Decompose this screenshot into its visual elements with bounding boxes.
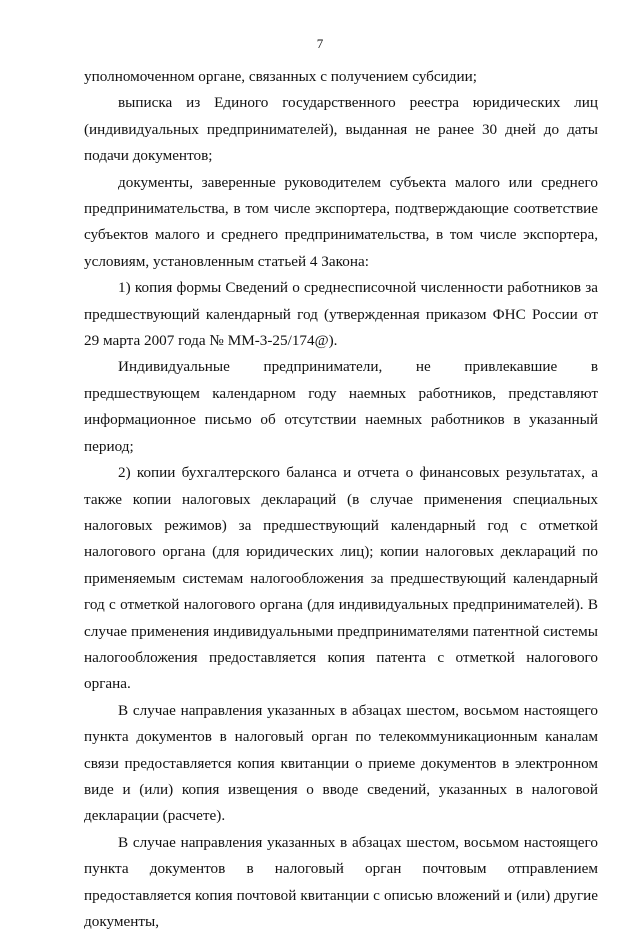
paragraph-telecom-submission: В случае направления указанных в абзацах шестом, восьмом настоящего пункта документов в налоговый орган по телекоммуникационным каналам связи предоставляется копия квитанции о приеме документов в электронном виде и (или) копия извещения о вводе сведений, указанных в налоговой декларации (расчете). xyxy=(84,701,598,825)
paragraph-certified-documents: документы, заверенные руководителем субъекта малого или среднего предпринимательства, в том числе экспортера, подтверждающие соответствие субъектов малого и среднего предпринимательства, в том числе экспортера, условиям, установленным статьей 4 Закона: xyxy=(84,173,598,270)
paragraph-egrul-extract: выписка из Единого государственного реестра юридических лиц (индивидуальных предпринимателей), выданная не ранее 30 дней до даты подачи документов; xyxy=(84,94,598,165)
paragraph-item-1: 1) копия формы Сведений о среднесписочной численности работников за предшествующий календарный год (утвержденная приказом ФНС России от 29 марта 2007 года № ММ-3-25/174@). xyxy=(84,279,598,350)
paragraph-continuation: уполномоченном органе, связанных с получением субсидии; xyxy=(84,68,477,85)
page-number: 7 xyxy=(316,36,324,51)
paragraph-postal-submission: В случае направления указанных в абзацах шестом, восьмом настоящего пункта документов в налоговый орган почтовым отправлением предоставляется копия почтовой квитанции с описью вложений и (или) другие документы, xyxy=(84,833,598,930)
paragraph-item-2: 2) копии бухгалтерского баланса и отчета о финансовых результатах, а также копии налоговых деклараций (в случае применения специальных налоговых режимов) за предшествующий календарный год с отметкой налогового органа (для юридических лиц); копии налоговых деклараций по применяемым системам налогообложения за предшествующий календарный год с отметкой налогового органа (для индивидуальных предпринимателей). В случае применения индивидуальными предпринимателями патентной системы налогообложения предоставляется копия патента с отметкой налогового органа. xyxy=(84,464,598,693)
document-body xyxy=(84,64,598,935)
paragraph-individual-entrepreneurs: Индивидуальные предприниматели, не привлекавшие в предшествующем календарном году наемных работников, представляют информационное письмо об отсутствии наемных работников в указанный период; xyxy=(84,358,598,455)
